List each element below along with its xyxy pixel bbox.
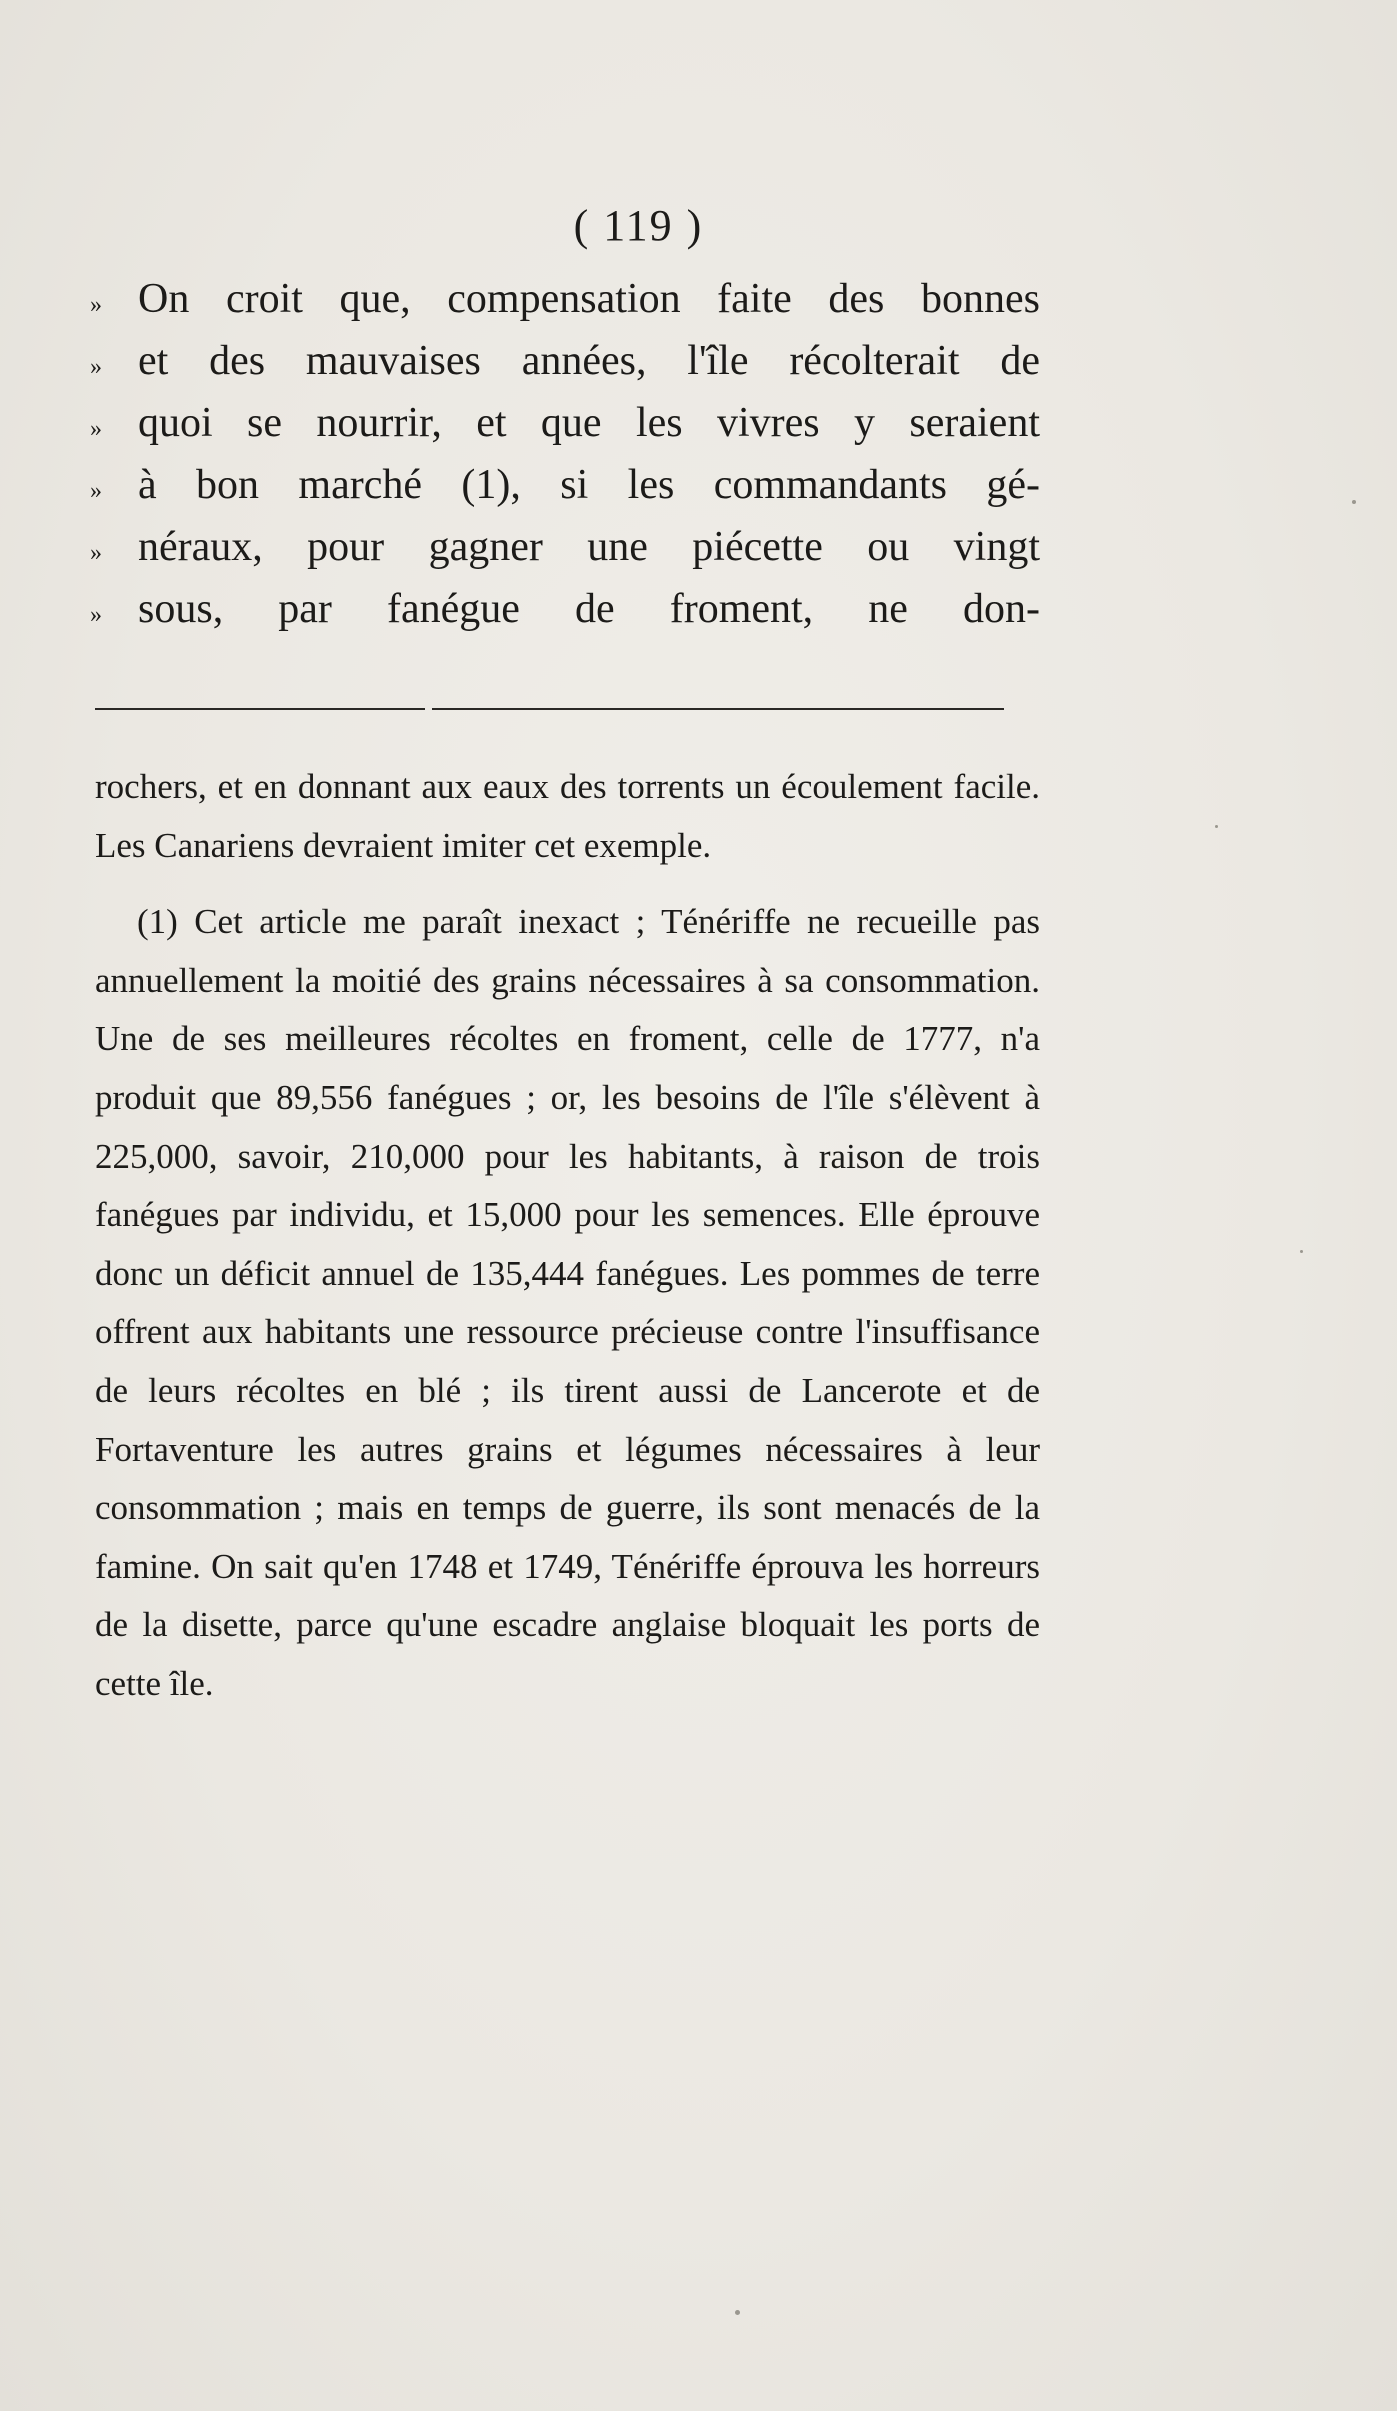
- paper-speck: [1300, 1250, 1303, 1253]
- footnote-divider-left: [95, 708, 425, 710]
- line-text: quoi se nourrir, et que les vivres y seraient: [138, 400, 1040, 446]
- footnote-divider-right: [432, 708, 1004, 710]
- footnotes-block: [95, 758, 1040, 1714]
- quote-mark: »: [90, 602, 102, 628]
- page-number: ( 119 ): [573, 201, 704, 250]
- line-text: à bon marché (1), si les commandants gé-: [138, 462, 1040, 508]
- main-text-line: [90, 454, 1040, 516]
- line-text: et des mauvaises années, l'île récolterait de: [138, 338, 1040, 384]
- main-text-line: [90, 268, 1040, 330]
- quote-mark: »: [90, 354, 102, 380]
- main-text-line: [90, 392, 1040, 454]
- main-text-line: [90, 578, 1040, 640]
- line-text: néraux, pour gagner une piécette ou vingt: [138, 524, 1040, 570]
- main-text-block: [90, 268, 1040, 640]
- quote-mark: »: [90, 478, 102, 504]
- quote-mark: »: [90, 416, 102, 442]
- main-text-line: [90, 516, 1040, 578]
- quote-mark: »: [90, 540, 102, 566]
- paper-speck: [1352, 500, 1356, 504]
- line-text: On croit que, compensation faite des bonnes: [138, 276, 1040, 322]
- main-text-line: [90, 330, 1040, 392]
- quote-mark: »: [90, 292, 102, 318]
- paper-speck: [1215, 825, 1218, 828]
- line-text: sous, par fanégue de froment, ne don-: [138, 586, 1040, 632]
- footnote-1: (1) Cet article me paraît inexact ; Ténériffe ne recueille pas annuellement la moitié des grains nécessaires à sa consommation. Une de ses meilleures récoltes en froment, celle de 1777, n'a produit que 89,556 fanégues ; or, les besoins de l'île s'élèvent à 225,000, savoir, 210,000 pour les habitants, à raison de trois fanégues par individu, et 15,000 pour les semences. Elle éprouve donc un déficit annuel de 135,444 fanégues. Les pommes de terre offrent aux habitants une ressource précieuse contre l'insuffisance de leurs récoltes en blé ; ils tirent aussi de Lancerote et de Fortaventure les autres grains et légumes nécessaires à leur consommation ; mais en temps de guerre, ils sont menacés de la famine. On sait qu'en 1748 et 1749, Ténériffe éprouva les horreurs de la disette, parce qu'une escadre anglaise bloquait les ports de cette île.: [95, 902, 1040, 1703]
- paper-speck: [735, 2310, 740, 2315]
- footnote-continuation: rochers, et en donnant aux eaux des torrents un écoulement facile. Les Canariens devraient imiter cet exemple.: [95, 767, 1040, 865]
